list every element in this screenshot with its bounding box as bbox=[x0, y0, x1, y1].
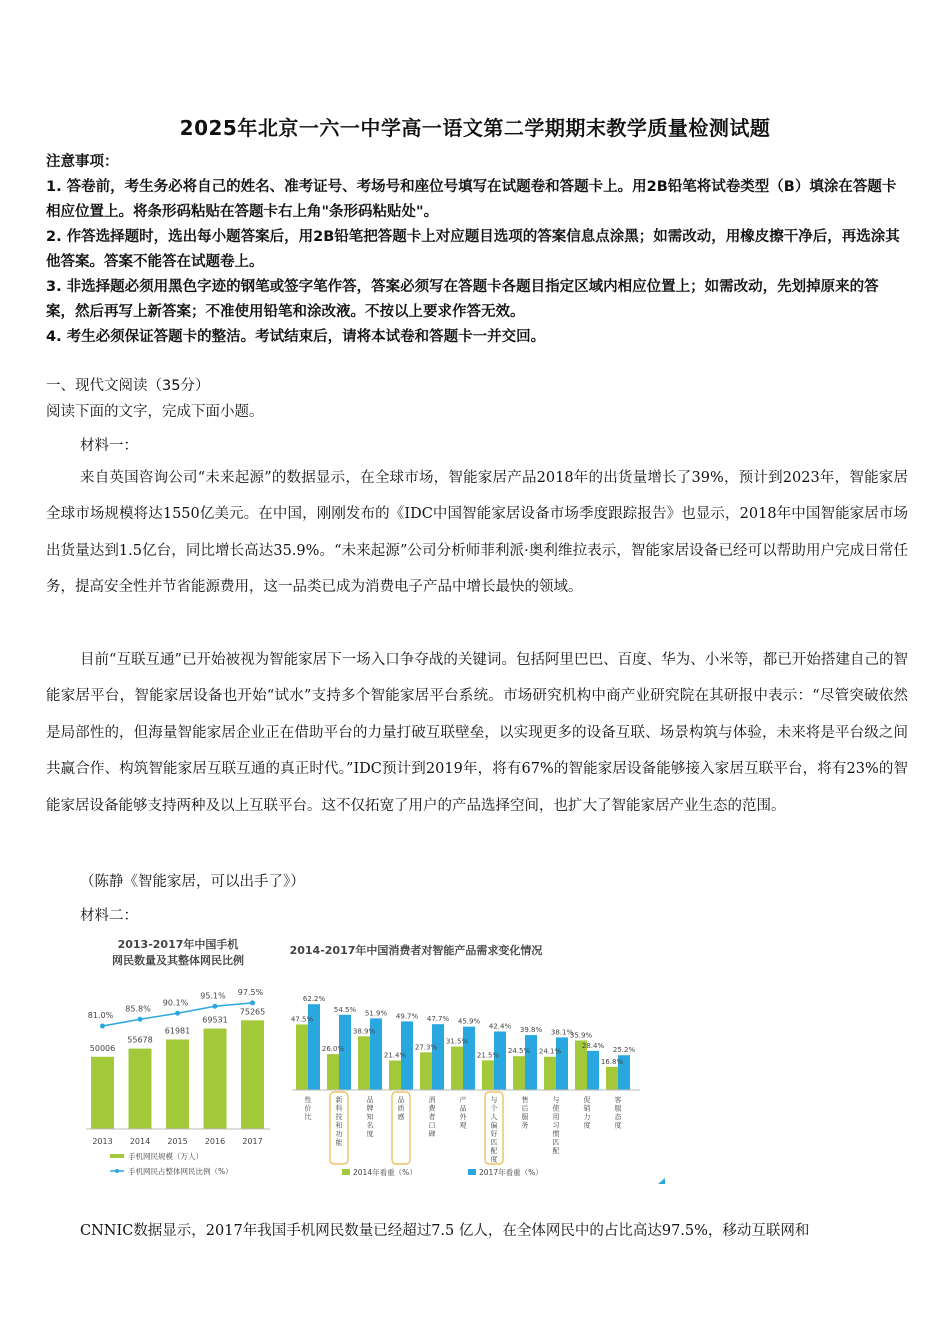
material2-figure bbox=[80, 930, 670, 1190]
chart1-ratio-point-2014 bbox=[138, 1017, 143, 1022]
chart2-bar-2017-6 bbox=[494, 1031, 506, 1090]
chart2-xtick-10-char-2: 态 bbox=[614, 1113, 622, 1121]
chart2-xtick-6-char-2: 人 bbox=[490, 1113, 498, 1121]
section-heading: 一、现代文阅读（35分） bbox=[46, 378, 210, 394]
chart2-label-2017-9: 28.4% bbox=[581, 1041, 605, 1050]
chart2-xtick-1-char-0: 新 bbox=[335, 1096, 343, 1104]
chart2-xtick-5-char-3: 观 bbox=[459, 1121, 467, 1130]
chart2-bar-2017-7 bbox=[525, 1035, 537, 1090]
chart2-label-2014-10: 16.8% bbox=[600, 1057, 624, 1066]
chart2-xtick-0-char-0: 性 bbox=[304, 1096, 312, 1104]
chart2-xtick-5-char-1: 品 bbox=[459, 1104, 467, 1113]
chart2-xtick-5-char-2: 外 bbox=[459, 1113, 467, 1121]
paragraph-2: 目前“互联互通”已开始被视为智能家居下一场入口争夺战的关键词。包括阿里巴巴、百度、华为、小米等，都已开始搭建自己的智能家居平台，智能家居设备也开始“试水”支持多个智能家居平台系统。市场研究机构中商产业研究院在其研报中表示：“尽管突破依然是局部性的，但海量智能家居企业正在借助平台的力量打破互联壁垒，以实现更多的设备互联、场景构筑与体验，未来将是平台级之间共赢合作、构筑智能家居互联互通的真正时代。”IDC预计到2019年，将有67%的智能家居设备能够接入家居互联平台，将有23%的智能家居设备能够支持两种及以上互联平台。这不仅拓宽了用户的产品选择空间，也扩大了智能家居产业生态的范围。 bbox=[46, 652, 908, 814]
notice-heading: 注意事项： bbox=[46, 154, 119, 170]
instruction: 阅读下面的文字，完成下面小题。 bbox=[46, 404, 264, 420]
chart2-xtick-6-char-0: 与 bbox=[490, 1096, 498, 1104]
chart2-xtick-2-char-3: 名 bbox=[366, 1121, 374, 1130]
chart1-xtick-2016: 2016 bbox=[204, 1137, 226, 1146]
chart2-xtick-6-char-4: 好 bbox=[490, 1130, 498, 1138]
chart1-xtick-2013: 2013 bbox=[92, 1137, 113, 1146]
chart2-xtick-8-char-6: 配 bbox=[552, 1147, 560, 1155]
chart2-legend-swatch-2014 bbox=[342, 1169, 350, 1175]
chart2-label-2017-6: 42.4% bbox=[488, 1022, 512, 1031]
chart2-label-2014-4: 27.3% bbox=[414, 1043, 438, 1052]
chart2-label-2017-5: 45.9% bbox=[457, 1017, 481, 1026]
material2-label: 材料二： bbox=[80, 908, 138, 924]
chart2-xtick-1-char-4: 功 bbox=[335, 1130, 343, 1138]
chart1-bar-label-2014: 55678 bbox=[127, 1035, 153, 1045]
chart2-xtick-5-char-0: 产 bbox=[459, 1096, 467, 1104]
chart2-bar-2017-5 bbox=[463, 1027, 475, 1090]
chart2-label-2014-3: 21.4% bbox=[383, 1051, 407, 1060]
chart1-title-line2: 网民数量及其整体网民比例 bbox=[112, 954, 244, 967]
chart2-label-2014-7: 24.5% bbox=[507, 1047, 531, 1056]
chart2-label-2014-1: 26.0% bbox=[321, 1045, 345, 1054]
notice-item-1: 1. 答卷前，考生务必将自己的姓名、准考证号、考场号和座位号填写在试题卷和答题卡上。用2B铅笔将试卷类型（B）填涂在答题卡相应位置上。将条形码粘贴在答题卡右上角"条形码粘贴处"。 bbox=[46, 179, 897, 220]
chart2-label-2017-0: 62.2% bbox=[302, 995, 326, 1004]
paragraph-1: 来自英国咨询公司“未来起源”的数据显示，在全球市场，智能家居产品2018年的出货量增长了39%，预计到2023年，智能家居全球市场规模将达1550亿美元。在中国，刚刚发布的《IDC中国智能家居设备市场季度跟踪报告》也显示，2018年中国智能家居市场出货量达到1.5亿台，同比增长高达35.9%。“未来起源”公司分析师菲利派·奥利维拉表示，智能家居设备已经可以帮助用户完成日常任务，提高安全性并节省能源费用，这一品类已成为消费电子产品中增长最快的领域。 bbox=[46, 470, 908, 596]
chart1-ratio-label-2016: 95.1% bbox=[200, 991, 226, 1001]
chart2-xtick-8-char-2: 用 bbox=[552, 1113, 560, 1121]
chart1-ratio-label-2015: 90.1% bbox=[162, 998, 189, 1008]
chart2-label-2014-5: 31.5% bbox=[445, 1037, 469, 1046]
chart2-xtick-10-char-1: 服 bbox=[614, 1104, 622, 1113]
chart2-xtick-4-char-4: 碑 bbox=[428, 1130, 436, 1138]
chart2-xtick-6-char-7: 度 bbox=[490, 1155, 498, 1164]
chart2-xtick-4-char-3: 口 bbox=[428, 1121, 436, 1130]
chart2-xtick-6-char-3: 偏 bbox=[490, 1121, 498, 1130]
paragraph-3: CNNIC数据显示，2017年我国手机网民数量已经超过7.5 亿人，在全体网民中的占比高达97.5%，移动互联网和 bbox=[80, 1223, 810, 1239]
notice-item-4: 4. 考生必须保证答题卡的整洁。考试结束后，请将本试卷和答题卡一并交回。 bbox=[46, 329, 546, 345]
chart2-xtick-2-char-0: 品 bbox=[366, 1096, 374, 1104]
chart2-xtick-4-char-2: 者 bbox=[428, 1113, 436, 1121]
chart2-bar-2014-0 bbox=[296, 1024, 308, 1090]
chart2-xtick-9-char-2: 力 bbox=[583, 1113, 591, 1121]
chart1-bar-label-2016: 69531 bbox=[202, 1015, 228, 1025]
chart2-xtick-8-char-1: 使 bbox=[552, 1104, 560, 1113]
chart2-xtick-4-char-0: 消 bbox=[428, 1096, 436, 1104]
chart2-title: 2014-2017年中国消费者对智能产品需求变化情况 bbox=[289, 944, 543, 957]
chart2-label-2017-2: 51.9% bbox=[364, 1009, 388, 1018]
chart2-label-2014-9: 35.9% bbox=[569, 1031, 593, 1040]
chart1-ratio-point-2016 bbox=[213, 1004, 218, 1009]
chart2-xtick-6-char-5: 匹 bbox=[490, 1138, 498, 1147]
chart1-bar-label-2017: 75265 bbox=[239, 1007, 266, 1017]
chart2-label-2017-8: 38.1% bbox=[550, 1028, 574, 1037]
notice-item-3: 3. 非选择题必须用黑色字迹的钢笔或签字笔作答，答案必须写在答题卡各题目指定区域内相应位置上；如需改动，先划掉原来的答案，然后再写上新答案；不准使用铅笔和涂改液。不按以上要求作答无效。 bbox=[46, 279, 879, 320]
chart1-bar-label-2013: 50006 bbox=[89, 1043, 116, 1053]
chart1-ratio-point-2015 bbox=[175, 1011, 180, 1016]
chart1-xtick-2014: 2014 bbox=[129, 1137, 151, 1146]
chart2-label-2014-2: 38.9% bbox=[352, 1027, 376, 1036]
chart1-bar-label-2015: 61981 bbox=[164, 1026, 191, 1036]
chart2-bar-2014-5 bbox=[451, 1047, 463, 1090]
chart2-xtick-10-char-3: 度 bbox=[614, 1121, 622, 1130]
source-citation: （陈静《智能家居，可以出手了》） bbox=[80, 874, 305, 890]
chart2-xtick-7-char-1: 后 bbox=[521, 1104, 529, 1113]
chart1-bar-2015 bbox=[166, 1039, 189, 1129]
chart2-legend-2014: 2014年看重（%） bbox=[353, 1168, 417, 1177]
material1-label: 材料一： bbox=[80, 438, 138, 454]
chart2-bar-2017-9 bbox=[587, 1051, 599, 1090]
chart1-ratio-label-2014: 85.8% bbox=[125, 1004, 151, 1014]
chart2-xtick-1-char-3: 和 bbox=[335, 1121, 343, 1130]
chart2-label-2017-7: 39.8% bbox=[519, 1026, 543, 1035]
chart2-label-2017-3: 49.7% bbox=[395, 1012, 419, 1021]
chart2-label-2014-0: 47.5% bbox=[290, 1015, 314, 1024]
chart2-bar-2014-7 bbox=[513, 1056, 525, 1090]
chart1-ratio-point-2017 bbox=[250, 1000, 255, 1005]
chart2-xtick-7-char-3: 务 bbox=[521, 1121, 529, 1130]
chart2-xtick-0-char-2: 比 bbox=[304, 1113, 312, 1121]
chart2-bar-2014-10 bbox=[606, 1067, 618, 1090]
chart1-legend-swatch-dot bbox=[115, 1169, 119, 1173]
chart1-xtick-2017: 2017 bbox=[242, 1137, 263, 1146]
chart1-bar-2017 bbox=[241, 1020, 264, 1129]
chart2-bar-2017-4 bbox=[432, 1024, 444, 1090]
chart2-label-2014-6: 21.5% bbox=[476, 1051, 500, 1060]
chart2-xtick-6-char-6: 配 bbox=[490, 1147, 498, 1155]
corner-mark-icon bbox=[658, 1178, 665, 1184]
chart1-bar-2013 bbox=[91, 1057, 114, 1129]
chart2-label-2017-1: 54.5% bbox=[333, 1005, 357, 1014]
chart2-bar-2014-2 bbox=[358, 1036, 370, 1090]
chart2-xtick-8-char-5: 匹 bbox=[552, 1138, 560, 1147]
chart2-xtick-8-char-0: 与 bbox=[552, 1096, 560, 1104]
chart2-bar-2014-6 bbox=[482, 1060, 494, 1090]
chart2-legend-2017: 2017年看重（%） bbox=[479, 1168, 543, 1177]
chart2-xtick-3-char-0: 品 bbox=[397, 1096, 405, 1104]
chart2-xtick-9-char-3: 度 bbox=[583, 1121, 591, 1130]
chart2-xtick-7-char-0: 售 bbox=[521, 1096, 529, 1104]
chart1-ratio-label-2017: 97.5% bbox=[237, 987, 264, 997]
chart2-bar-2014-4 bbox=[420, 1052, 432, 1090]
chart2-xtick-4-char-1: 费 bbox=[428, 1104, 436, 1113]
chart2-bar-2017-8 bbox=[556, 1037, 568, 1090]
chart1-title-line1: 2013-2017年中国手机 bbox=[117, 938, 239, 951]
chart2-xtick-2-char-2: 知 bbox=[366, 1113, 374, 1121]
chart2-xtick-1-char-5: 能 bbox=[335, 1138, 343, 1147]
chart2-xtick-10-char-0: 客 bbox=[614, 1096, 622, 1104]
chart2-bar-2014-1 bbox=[327, 1054, 339, 1090]
chart1-legend-line: 手机网民占整体网民比例（%） bbox=[128, 1167, 233, 1176]
chart2-xtick-8-char-4: 惯 bbox=[552, 1130, 560, 1138]
chart2-xtick-3-char-1: 质 bbox=[397, 1104, 405, 1113]
chart2-bar-2014-3 bbox=[389, 1060, 401, 1090]
chart1-bar-2016 bbox=[204, 1029, 227, 1129]
chart2-xtick-1-char-2: 技 bbox=[335, 1113, 343, 1121]
chart2-label-2017-4: 47.7% bbox=[426, 1015, 450, 1024]
chart2-xtick-7-char-2: 服 bbox=[521, 1113, 529, 1121]
chart1-bar-2014 bbox=[129, 1049, 152, 1129]
chart2-xtick-3-char-2: 感 bbox=[397, 1113, 405, 1121]
chart1-xtick-2015: 2015 bbox=[167, 1137, 188, 1146]
chart2-xtick-9-char-1: 销 bbox=[583, 1104, 591, 1113]
chart2-xtick-8-char-3: 习 bbox=[552, 1121, 560, 1130]
chart1-ratio-point-2013 bbox=[100, 1024, 105, 1029]
page-title: 2025年北京一六一中学高一语文第二学期期末教学质量检测试题 bbox=[179, 116, 771, 140]
notice-item-2: 2. 作答选择题时，选出每小题答案后，用2B铅笔把答题卡上对应题目选项的答案信息点涂黑；如需改动，用橡皮擦干净后，再选涂其他答案。答案不能答在试题卷上。 bbox=[46, 229, 900, 270]
chart2-bar-2014-8 bbox=[544, 1057, 556, 1090]
chart1-legend-swatch-bar bbox=[110, 1154, 124, 1158]
chart2-xtick-2-char-4: 度 bbox=[366, 1130, 374, 1138]
chart2-xtick-0-char-1: 价 bbox=[304, 1104, 312, 1113]
chart2-xtick-9-char-0: 促 bbox=[583, 1096, 591, 1104]
chart2-xtick-1-char-1: 科 bbox=[335, 1104, 343, 1113]
chart2-xtick-2-char-1: 牌 bbox=[366, 1104, 374, 1113]
chart2-legend-swatch-2017 bbox=[468, 1169, 476, 1175]
chart2-label-2014-8: 24.1% bbox=[538, 1047, 562, 1056]
chart1-legend-bar: 手机网民规模（万人） bbox=[128, 1152, 203, 1161]
chart2-label-2017-10: 25.2% bbox=[612, 1046, 636, 1055]
charts-svg bbox=[80, 930, 670, 1190]
chart2-xtick-6-char-1: 个 bbox=[490, 1104, 498, 1113]
chart1-ratio-label-2013: 81.0% bbox=[87, 1011, 114, 1020]
